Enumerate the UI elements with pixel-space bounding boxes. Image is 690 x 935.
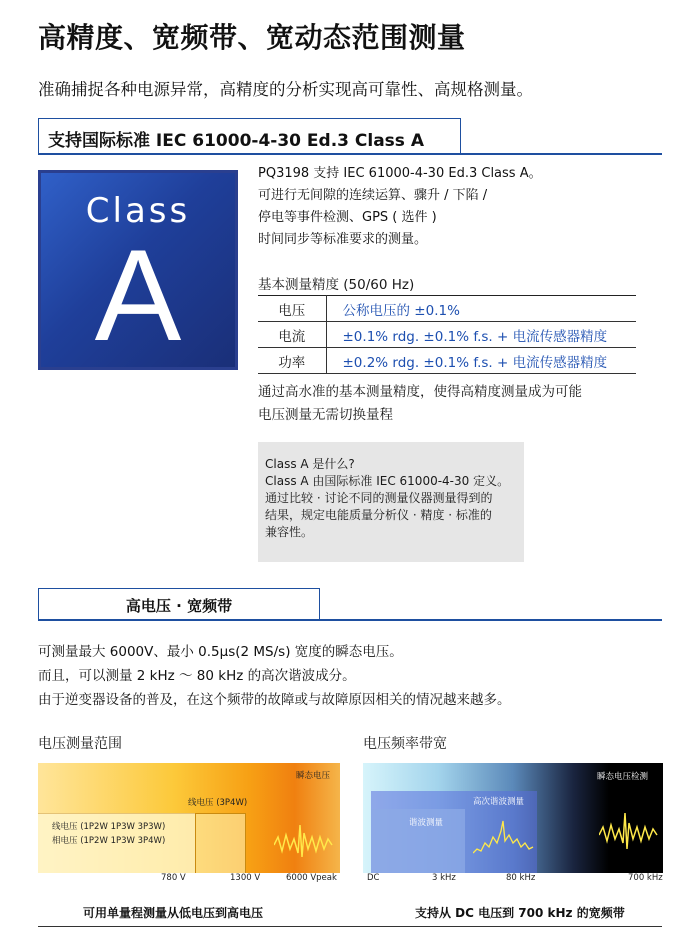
accuracy-note-line: 电压测量无需切换量程 bbox=[258, 407, 393, 423]
table-row bbox=[258, 348, 636, 374]
accuracy-table bbox=[258, 295, 636, 374]
frequency-figure-caption: 支持从 DC 电压到 700 kHz 的宽频带 bbox=[415, 906, 625, 920]
class-a-logo bbox=[38, 170, 238, 370]
transient-waveform-icon bbox=[274, 823, 334, 863]
logo-letter: A bbox=[94, 222, 182, 368]
voltage-tick: 780 V bbox=[161, 873, 186, 883]
bottom-divider bbox=[38, 926, 662, 927]
accuracy-note-line: 通过高水准的基本测量精度，使得高精度测量成为可能 bbox=[258, 384, 582, 400]
transient-voltage-label: 瞬态电压 bbox=[296, 771, 331, 781]
low-voltage-label-2: 相电压 (1P2W 1P3W 3P4W) bbox=[52, 836, 166, 846]
info-line: 通过比较 · 讨论不同的测量仪器测量得到的 bbox=[265, 491, 493, 505]
frequency-tick: 3 kHz bbox=[432, 873, 456, 883]
frequency-tick: 700 kHz bbox=[628, 873, 663, 883]
high-voltage-divider bbox=[38, 619, 662, 621]
accuracy-item: 电流 bbox=[258, 322, 326, 348]
line-voltage-label: 线电压 (3P4W) bbox=[188, 798, 248, 808]
accuracy-item: 功率 bbox=[258, 348, 326, 374]
page-title: 高精度、宽频带、宽动态范围测量 bbox=[38, 21, 466, 54]
standard-desc-line: PQ3198 支持 IEC 61000-4-30 Ed.3 Class A。 bbox=[258, 166, 542, 181]
hv-paragraph: 可测量最大 6000V、最小 0.5µs(2 MS/s) 宽度的瞬态电压。 bbox=[38, 644, 403, 660]
frequency-tick: 80 kHz bbox=[506, 873, 536, 883]
accuracy-value: 公称电压的 ±0.1% bbox=[326, 296, 636, 322]
voltage-figure-title: 电压测量范围 bbox=[38, 736, 122, 752]
harmonics-spectrum-icon bbox=[473, 813, 535, 863]
table-row bbox=[258, 296, 636, 322]
accuracy-value: ±0.2% rdg. ±0.1% f.s. + 电流传感器精度 bbox=[326, 348, 636, 374]
voltage-tick: 6000 Vpeak bbox=[286, 873, 337, 883]
standard-heading: 支持国际标准 IEC 61000-4-30 Ed.3 Class A bbox=[38, 118, 461, 154]
hv-paragraph: 由于逆变器设备的普及，在这个频带的故障或与故障原因相关的情况越来越多。 bbox=[38, 692, 511, 708]
info-line: 兼容性。 bbox=[265, 525, 314, 539]
transient-detect-label: 瞬态电压检测 bbox=[597, 772, 649, 782]
voltage-tick: 1300 V bbox=[230, 873, 261, 883]
accuracy-note bbox=[258, 381, 582, 427]
logo-word: Class bbox=[85, 191, 191, 231]
page-subtitle: 准确捕捉各种电源异常，高精度的分析实现高可靠性、高规格测量。 bbox=[38, 80, 533, 99]
accuracy-item: 电压 bbox=[258, 296, 326, 322]
info-line: Class A 由国际标准 IEC 61000-4-30 定义。 bbox=[265, 474, 510, 488]
frequency-figure-title: 电压频率带宽 bbox=[363, 736, 447, 752]
harmonics-label: 谐波测量 bbox=[409, 818, 444, 828]
class-a-info-box bbox=[258, 442, 524, 562]
transient-detect-waveform-icon bbox=[599, 811, 659, 855]
high-voltage-heading: 高电压 · 宽频带 bbox=[38, 588, 320, 621]
frequency-tick: DC bbox=[367, 873, 380, 883]
info-line: Class A 是什么? bbox=[265, 457, 355, 471]
frequency-band-figure bbox=[363, 763, 663, 873]
standard-desc-line: 可进行无间隙的连续运算、骤升 / 下陷 / bbox=[258, 188, 488, 203]
standard-desc-line: 停电等事件检测、GPS ( 选件 ) bbox=[258, 210, 437, 225]
standard-desc-line: 时间同步等标准要求的测量。 bbox=[258, 232, 428, 247]
voltage-figure-caption: 可用单量程测量从低电压到高电压 bbox=[83, 906, 264, 920]
info-line: 结果，规定电能质量分析仪 · 精度 · 标准的 bbox=[265, 508, 492, 522]
low-voltage-label-1: 线电压 (1P2W 1P3W 3P3W) bbox=[52, 822, 166, 832]
standard-divider bbox=[38, 153, 662, 155]
accuracy-title: 基本测量精度 (50/60 Hz) bbox=[258, 277, 415, 293]
voltage-range-figure bbox=[38, 763, 340, 873]
table-row bbox=[258, 322, 636, 348]
high-harmonics-label: 高次谐波测量 bbox=[473, 797, 525, 807]
hv-paragraph: 而且，可以测量 2 kHz ～ 80 kHz 的高次谐波成分。 bbox=[38, 668, 356, 684]
accuracy-value: ±0.1% rdg. ±0.1% f.s. + 电流传感器精度 bbox=[326, 322, 636, 348]
